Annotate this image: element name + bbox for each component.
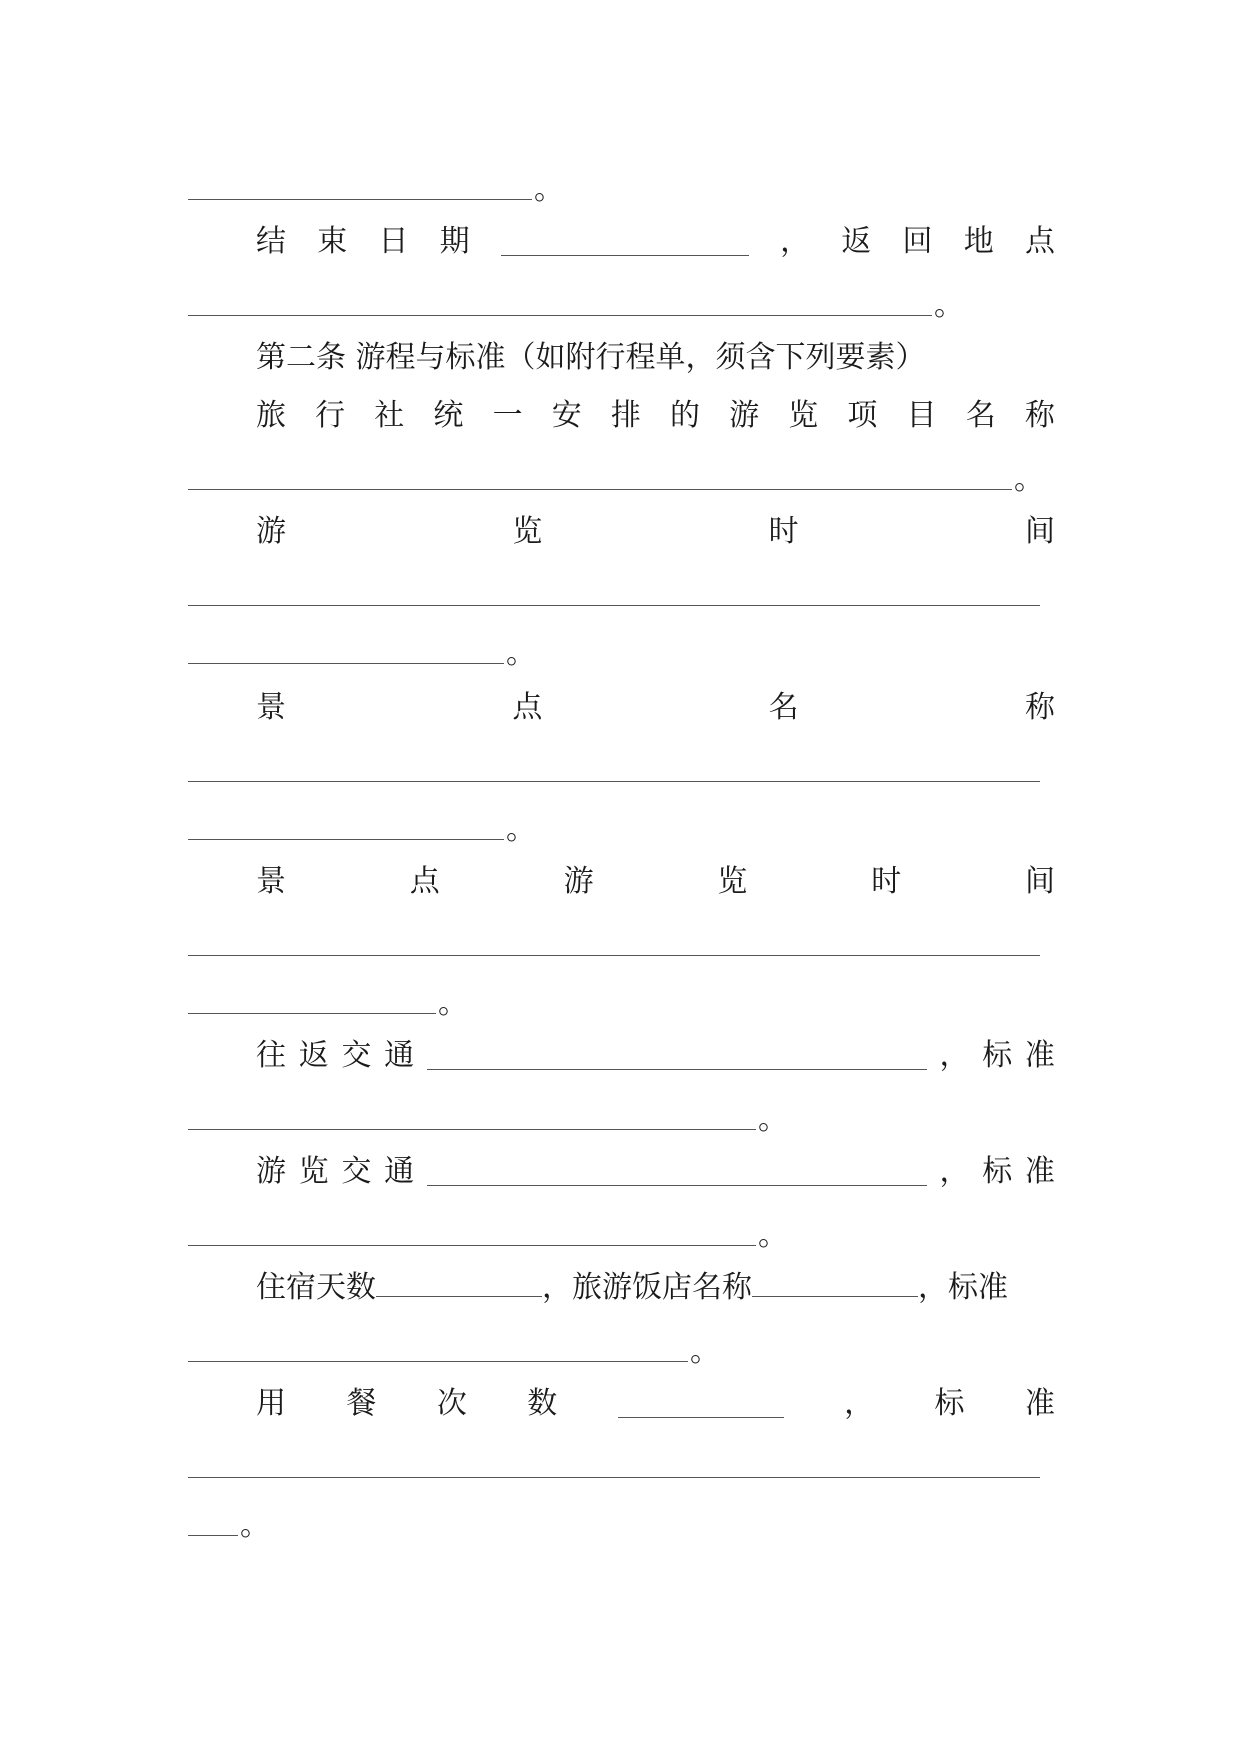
char: 览 xyxy=(298,1154,329,1189)
char: 日 xyxy=(378,224,409,259)
char: 次 xyxy=(436,1386,467,1421)
meal-count-row xyxy=(256,1384,1055,1424)
char: 旅 xyxy=(256,398,286,433)
period: 。 xyxy=(758,1218,788,1253)
spot-name-blank-2 xyxy=(188,839,504,840)
tour-transport-blank xyxy=(427,1159,927,1186)
char: 回 xyxy=(902,224,933,259)
period: 。 xyxy=(240,1508,270,1543)
char: 通 xyxy=(384,1154,415,1189)
comma: ， xyxy=(939,1038,970,1073)
char: 通 xyxy=(384,1038,415,1073)
return-place-blank xyxy=(188,315,932,316)
comma: ， xyxy=(780,224,811,259)
period: 。 xyxy=(690,1334,720,1369)
char: 行 xyxy=(315,398,346,433)
period: 。 xyxy=(506,812,536,847)
char: 游 xyxy=(256,1154,286,1189)
hotel-name-label: 旅游饭店名称 xyxy=(572,1270,752,1305)
char: 准 xyxy=(1024,1154,1055,1189)
char: 的 xyxy=(669,398,700,433)
char: 间 xyxy=(1024,514,1055,549)
char: 览 xyxy=(788,398,819,433)
spot-name-blank-1 xyxy=(188,781,1040,782)
char: 名 xyxy=(965,398,996,433)
char: 景 xyxy=(256,690,286,725)
spot-tour-time-blank-2 xyxy=(188,1013,436,1014)
spot-name-row xyxy=(256,688,1055,728)
char: 交 xyxy=(341,1154,372,1189)
end-date-blank xyxy=(501,229,749,256)
char: 往 xyxy=(256,1038,286,1073)
comma: ， xyxy=(918,1270,948,1305)
char: 标 xyxy=(982,1154,1013,1189)
char: 安 xyxy=(551,398,582,433)
period: 。 xyxy=(438,986,468,1021)
char: 名 xyxy=(768,690,799,725)
char: 游 xyxy=(563,864,594,899)
char: 准 xyxy=(1024,1386,1055,1421)
period: 。 xyxy=(506,636,536,671)
spot-tour-time-row xyxy=(256,862,1055,902)
hotel-name-blank xyxy=(752,1270,918,1297)
comma: ， xyxy=(939,1154,970,1189)
spot-tour-time-blank-1 xyxy=(188,955,1040,956)
stay-days-label: 住宿天数 xyxy=(256,1270,376,1305)
char: 游 xyxy=(256,514,286,549)
comma: ， xyxy=(542,1270,572,1305)
meal-standard-blank-2 xyxy=(188,1535,238,1536)
period: 。 xyxy=(758,1102,788,1137)
char: 项 xyxy=(847,398,878,433)
char: 游 xyxy=(729,398,760,433)
char: 返 xyxy=(841,224,872,259)
period: 。 xyxy=(534,172,564,207)
comma: ， xyxy=(844,1386,875,1421)
standard-label: 标准 xyxy=(948,1270,1008,1305)
char: 目 xyxy=(906,398,937,433)
unified-items-blank xyxy=(188,489,1012,490)
char: 标 xyxy=(934,1386,965,1421)
char: 点 xyxy=(409,864,440,899)
char: 览 xyxy=(717,864,748,899)
char: 时 xyxy=(871,864,902,899)
char: 景 xyxy=(256,864,286,899)
accommodation-standard-blank xyxy=(188,1361,688,1362)
char: 用 xyxy=(256,1386,286,1421)
char: 社 xyxy=(374,398,405,433)
char: 返 xyxy=(298,1038,329,1073)
char: 数 xyxy=(527,1386,558,1421)
unified-items-row xyxy=(256,396,1055,436)
end-date-row xyxy=(256,222,1055,262)
char: 点 xyxy=(1024,224,1055,259)
meal-standard-blank-1 xyxy=(188,1477,1040,1478)
tour-time-blank-1 xyxy=(188,605,1040,606)
article-two-heading: 第二条 游程与标准（如附行程单，须含下列要素） xyxy=(256,340,926,375)
round-trip-blank xyxy=(427,1043,927,1070)
char: 排 xyxy=(610,398,641,433)
char: 结 xyxy=(256,224,286,259)
tour-transport-standard-blank xyxy=(188,1245,756,1246)
char: 称 xyxy=(1024,690,1055,725)
tour-time-blank-2 xyxy=(188,663,504,664)
period: 。 xyxy=(934,288,964,323)
char: 餐 xyxy=(346,1386,377,1421)
char: 准 xyxy=(1024,1038,1055,1073)
char: 期 xyxy=(439,224,470,259)
stay-days-blank xyxy=(376,1270,542,1297)
round-trip-standard-blank xyxy=(188,1129,756,1130)
char: 统 xyxy=(433,398,464,433)
tour-transport-row xyxy=(256,1152,1055,1192)
period: 。 xyxy=(1014,462,1044,497)
char: 称 xyxy=(1024,398,1055,433)
char: 标 xyxy=(982,1038,1013,1073)
char: 地 xyxy=(963,224,994,259)
meal-count-blank xyxy=(618,1391,784,1418)
char: 点 xyxy=(512,690,543,725)
accommodation-row xyxy=(256,1268,1008,1308)
round-trip-row xyxy=(256,1036,1055,1076)
char: 一 xyxy=(492,398,523,433)
char: 交 xyxy=(341,1038,372,1073)
char: 间 xyxy=(1024,864,1055,899)
char: 时 xyxy=(768,514,799,549)
char: 览 xyxy=(512,514,543,549)
tour-time-row xyxy=(256,512,1055,552)
blank-line xyxy=(188,199,532,200)
char: 束 xyxy=(317,224,348,259)
